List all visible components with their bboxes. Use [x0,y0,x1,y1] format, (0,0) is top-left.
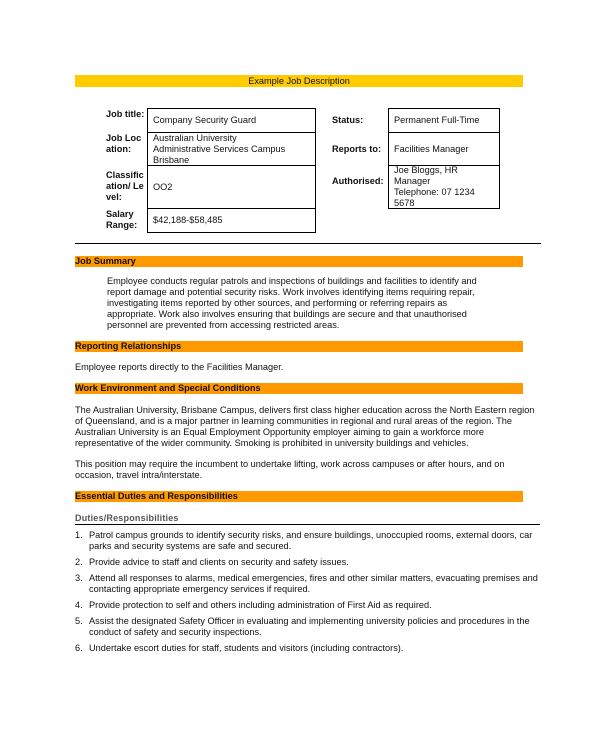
label-authorised: Authorised: [332,176,384,186]
duty-text: Provide protection to self and others including administration of First Aid as required. [89,600,432,610]
value-job-location [147,132,316,166]
value-job-title: Company Security Guard [147,108,316,133]
reporting-text: Employee reports directly to the Facilities Manager. [75,362,284,372]
label-job-location: Job Location: [106,133,142,154]
divider [75,243,541,244]
section-reporting: Reporting Relationships [75,341,523,352]
duty-item: 4. Provide protection to self and others including administration of First Aid as required. [75,600,545,611]
duty-item: 1. Patrol campus grounds to identify security risks, and ensure buildings, unoccupied rooms, external doors, car parks and security systems are safe and secured. [75,530,545,552]
label-status: Status: [332,115,364,125]
label-job-title: Job title: [106,109,145,119]
label-classification: Classification/ Level: [106,170,144,202]
duty-item: 2. Provide advice to staff and clients on security and safety issues. [75,557,545,568]
value-classification: OO2 [147,165,316,209]
authorised-name: Joe Bloggs, HR Manager [394,165,458,186]
value-status: Permanent Full-Time [388,108,500,133]
duties-subheading: Duties/Responsibilities [75,513,179,523]
label-salary: Salary Range: [106,209,138,230]
label-reports-to: Reports to: [332,144,381,154]
work-environment-text: The Australian University, Brisbane Campus, delivers first class higher education across the North Eastern region of Queensland, and is a major partner in learning communities in regional and rural areas of the region. The Australian University is an Equal Employment Opportunity employer aiming to gain a workforce more representative of the wider community. Smoking is prohibited in university buildings and vehicles. [75,405,535,448]
value-salary: $42,188-$58,485 [147,208,316,233]
duty-text: Attend all responses to alarms, medical emergencies, fires and other similar matters, evacuating premises and contacting appropriate emergency services if required. [89,573,538,594]
value-reports-to: Facilities Manager [388,132,500,166]
section-job-summary: Job Summary [75,256,523,267]
value-authorised [388,165,500,209]
job-summary-text: Employee conducts regular patrols and inspections of buildings and facilities to identify and report damage and potential security risks. Work involves identifying items requiring repair, investigating items reported by other sources, and performing or referring repairs as appropriate. Work also involves ensuring that buildings are secure and that unauthorised personnel are prevented from accessing restricted areas. [107,276,477,330]
document-title: Example Job Description [75,75,523,87]
section-work-environment: Work Environment and Special Conditions [75,383,523,394]
duty-item: 3. Attend all responses to alarms, medical emergencies, fires and other similar matters, evacuating premises and contacting appropriate emergency services if required. [75,573,545,595]
duty-text: Undertake escort duties for staff, students and visitors (including contractors). [89,643,404,653]
location-line: Brisbane [153,154,190,165]
location-line: Australian University [153,132,237,143]
duties-divider [75,524,540,525]
work-environment-text-2: This position may require the incumbent to undertake lifting, work across campuses or after hours, and on occasion, travel intra/interstate. [75,459,505,480]
duty-item: 6. Undertake escort duties for staff, students and visitors (including contractors). [75,643,545,654]
section-duties: Essential Duties and Responsibilities [75,491,523,502]
duty-item: 5. Assist the designated Safety Officer in evaluating and implementing university policies and procedures in the conduct of safety and security inspections. [75,616,545,638]
duty-text: Assist the designated Safety Officer in evaluating and implementing university policies and procedures in the conduct of safety and security inspections. [89,616,530,637]
duty-text: Patrol campus grounds to identify security risks, and ensure buildings, unoccupied rooms, external doors, car parks and security systems are safe and secured. [89,530,533,551]
authorised-telephone: Telephone: 07 1234 5678 [394,187,475,208]
location-line: Administrative Services Campus [153,143,286,154]
duty-text: Provide advice to staff and clients on security and safety issues. [89,557,349,567]
